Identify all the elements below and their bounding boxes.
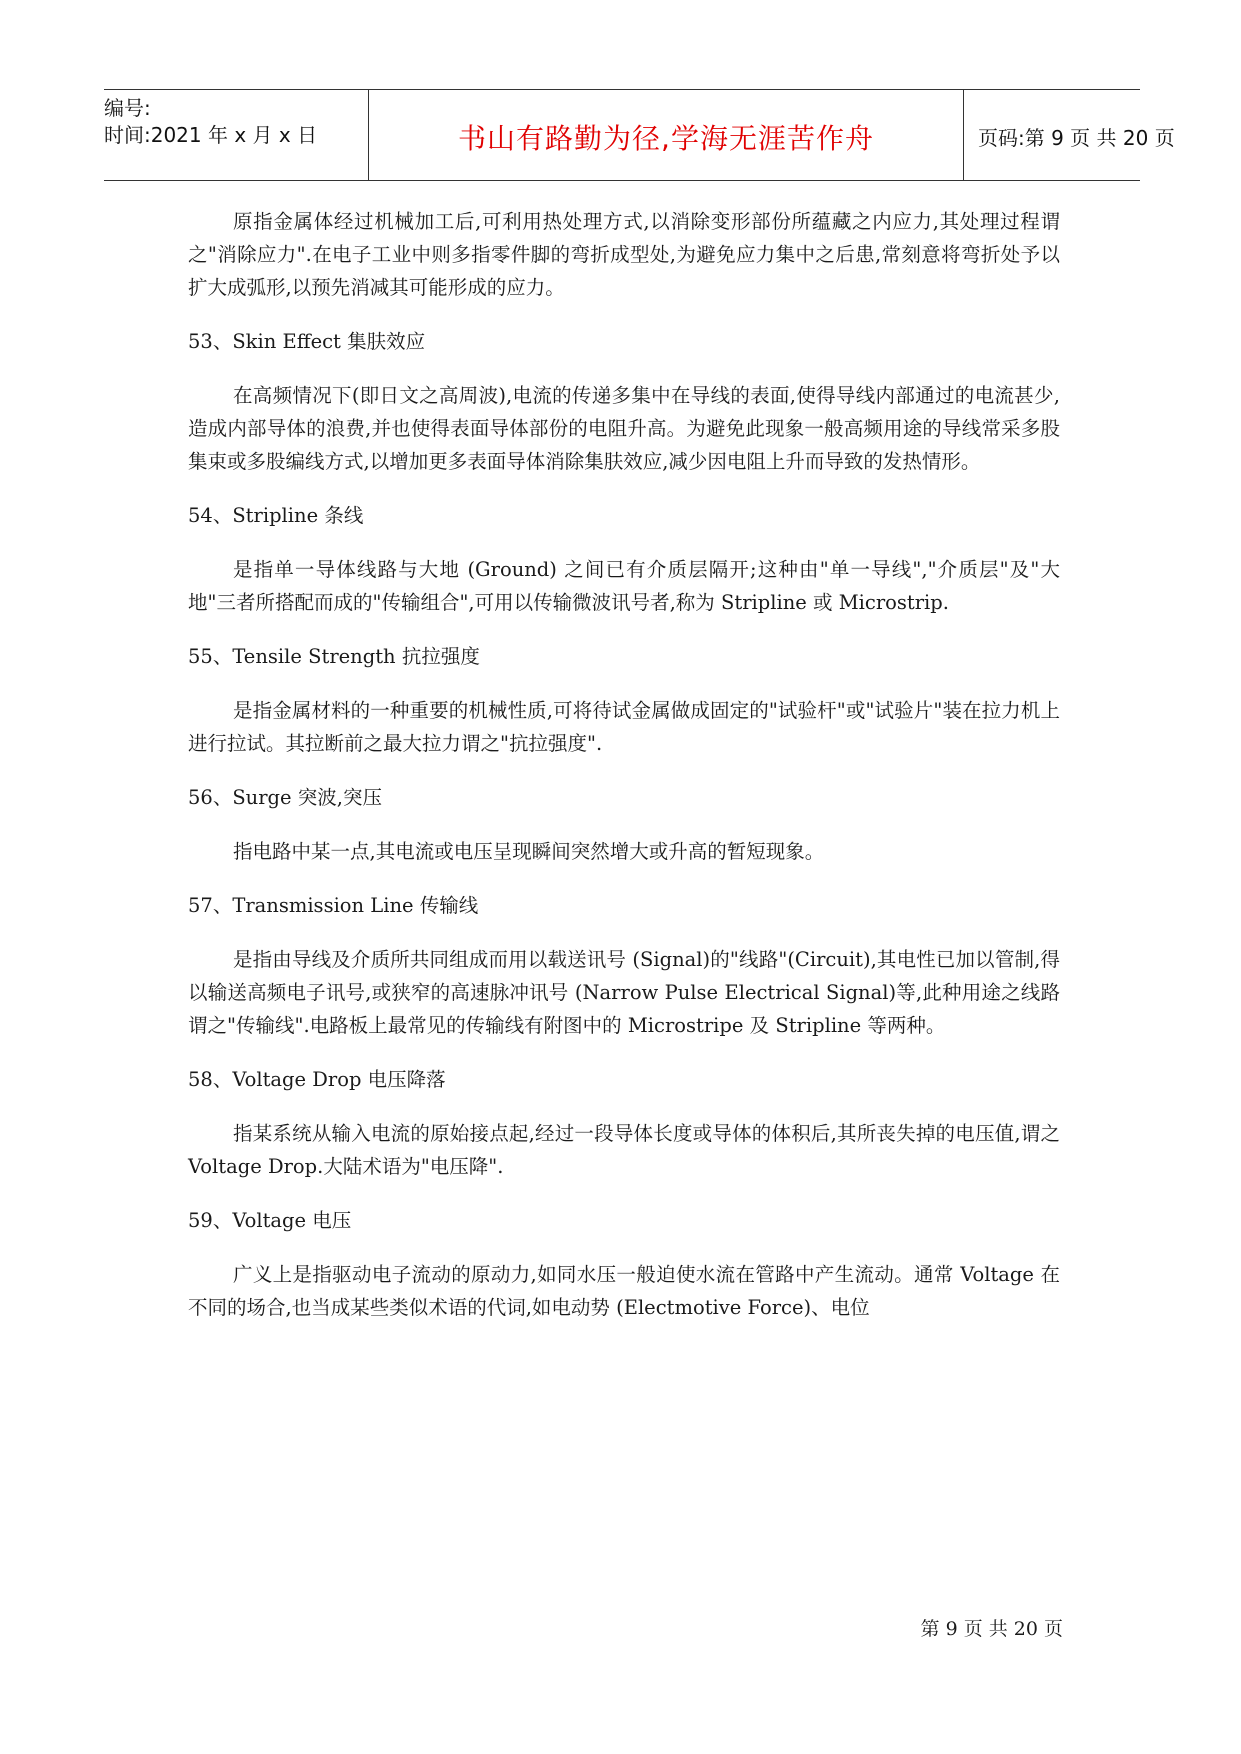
term-description: 广义上是指驱动电子流动的原动力,如同水压一般迫使水流在管路中产生流动。通常 Voltage 在不同的场合,也当成某些类似术语的代词,如电动势 (Electmotive Force)、电位 (188, 1263, 1060, 1319)
term-description: 是指金属材料的一种重要的机械性质,可将待试金属做成固定的"试验杆"或"试验片"装在拉力机上进行拉试。其拉断前之最大拉力谓之"抗拉强度". (188, 699, 1060, 755)
term-heading: 57、Transmission Line 传输线 (188, 894, 479, 917)
term-heading: 54、Stripline 条线 (188, 504, 364, 527)
term-heading: 55、Tensile Strength 抗拉强度 (188, 645, 480, 668)
term-description: 指电路中某一点,其电流或电压呈现瞬间突然增大或升高的暂短现象。 (233, 840, 825, 863)
page-header (104, 89, 1175, 181)
term-heading: 59、Voltage 电压 (188, 1209, 352, 1232)
motto: 书山有路勤为径,学海无涯苦作舟 (458, 122, 874, 155)
date-label: 时间:2021 年 x 月 x 日 (104, 123, 318, 147)
document-body (188, 205, 1060, 1345)
term-description: 在高频情况下(即日文之高周波),电流的传递多集中在导线的表面,使得导线内部通过的电流甚少,造成内部导体的浪费,并也使得表面导体部份的电阻升高。为避免此现象一般高频用途的导线常采多股集束或多股编线方式,以增加更多表面导体消除集肤效应,减少因电阻上升而导致的发热情形。 (188, 384, 1060, 473)
header-motto-cell (369, 90, 964, 180)
serial-label: 编号: (104, 96, 151, 120)
term-heading: 56、Surge 突波,突压 (188, 786, 382, 809)
header-meta-cell (104, 90, 369, 180)
header-page-label: 页码:第 9 页 共 20 页 (978, 126, 1175, 150)
page-footer: 第 9 页 共 20 页 (920, 1618, 1063, 1640)
term-description: 是指由导线及介质所共同组成而用以载送讯号 (Signal)的"线路"(Circuit),其电性已加以管制,得以输送高频电子讯号,或狭窄的高速脉冲讯号 (Narrow Pulse Electrical Signal)等,此种用途之线路谓之"传输线".电路板上最常见的传输线有附图中的 Microstripe 及 Stripline 等两种。 (188, 948, 1060, 1037)
intro-paragraph: 原指金属体经过机械加工后,可利用热处理方式,以消除变形部份所蕴藏之内应力,其处理过程谓之"消除应力".在电子工业中则多指零件脚的弯折成型处,为避免应力集中之后患,常刻意将弯折处予以扩大成弧形,以预先消减其可能形成的应力。 (188, 210, 1060, 299)
term-description: 是指单一导体线路与大地 (Ground) 之间已有介质层隔开;这种由"单一导线","介质层"及"大地"三者所搭配而成的"传输组合",可用以传输微波讯号者,称为 Stripline 或 Microstrip. (188, 558, 1060, 614)
term-description: 指某系统从输入电流的原始接点起,经过一段导体长度或导体的体积后,其所丧失掉的电压值,谓之 Voltage Drop.大陆术语为"电压降". (188, 1122, 1060, 1178)
term-heading: 58、Voltage Drop 电压降落 (188, 1068, 446, 1091)
header-page-cell (964, 90, 1175, 180)
term-heading: 53、Skin Effect 集肤效应 (188, 330, 426, 353)
